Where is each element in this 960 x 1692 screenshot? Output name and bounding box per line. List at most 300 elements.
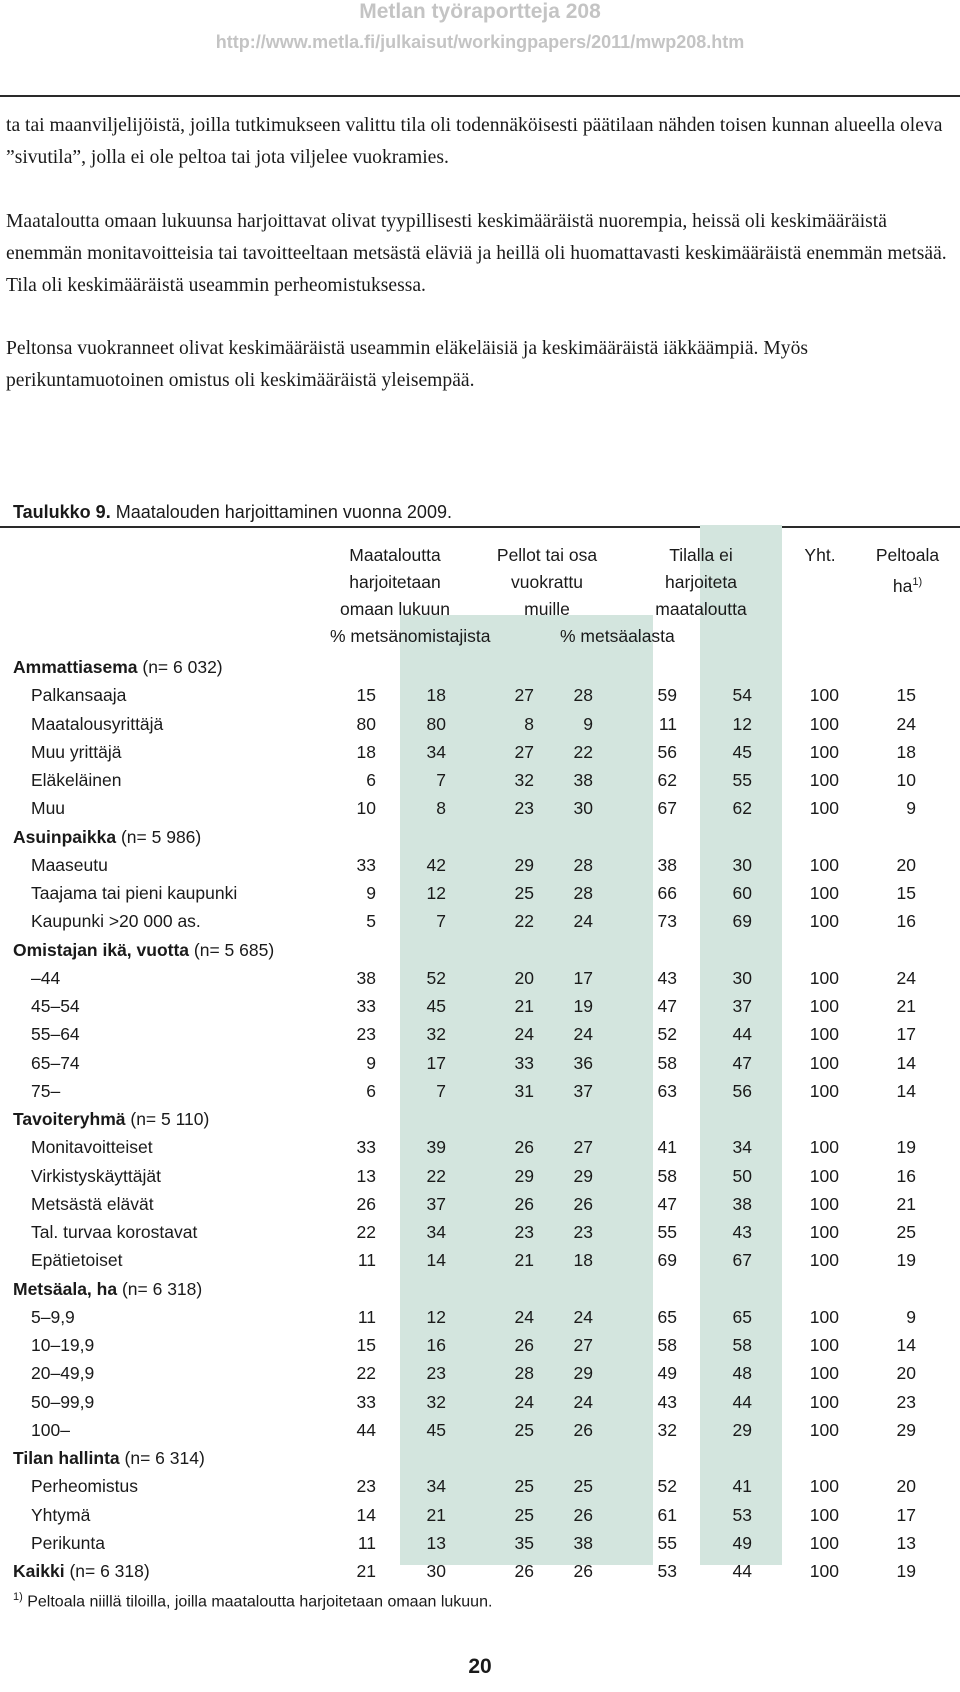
table-cell: 100 (809, 685, 839, 706)
table-cell: 100 (809, 1363, 839, 1384)
table-cell: 20 (896, 1476, 916, 1497)
table-row (0, 1077, 960, 1105)
table-row (0, 1303, 960, 1331)
row-label: Maaseutu (31, 854, 108, 875)
table-cell: 24 (573, 1391, 593, 1412)
table-cell: 21 (426, 1504, 446, 1525)
table-cell: 42 (426, 854, 446, 875)
table-cell: 9 (906, 798, 916, 819)
table-row (0, 1162, 960, 1190)
table-row (0, 1416, 960, 1444)
table-row (0, 992, 960, 1020)
table-group-row (0, 1275, 960, 1303)
table-caption-label: Taulukko 9. (13, 502, 111, 522)
table-cell: 6 (366, 1080, 376, 1101)
table-cell: 44 (356, 1419, 376, 1440)
table-cell: 80 (356, 713, 376, 734)
table-cell: 21 (356, 1561, 376, 1581)
table-cell: 34 (426, 741, 446, 762)
table-cell: 25 (514, 1504, 534, 1525)
table-cell: 15 (896, 883, 916, 903)
table-cell: 100 (809, 741, 839, 762)
table-cell: 69 (732, 911, 752, 932)
table-cell: 26 (573, 1419, 593, 1440)
col-head-no-farming-line-3: maataloutta (655, 599, 747, 619)
table-cell: 47 (732, 1052, 752, 1073)
table-row (0, 1529, 960, 1557)
table-cell: 12 (426, 883, 446, 903)
table-cell: 100 (809, 1532, 839, 1553)
table-cell: 24 (514, 1024, 534, 1045)
table-cell: 55 (657, 1222, 677, 1242)
col-head-own-farming-line-2: harjoitetaan (349, 572, 441, 592)
table-cell: 24 (896, 713, 916, 734)
paragraph-2: Maataloutta omaan lukuunsa harjoittavat olivat tyypillisesti keskimääräistä nuorempia, heissä oli keskimääräistä enemmän monitavoitteisia tai tavoitteeltaan metsästä eläviä ja heillä oli huomattavasti keskimääräistä enemmän metsää. Tila oli keskimääräistä useammin perheomistuksessa. (6, 211, 947, 296)
table-cell: 100 (809, 1193, 839, 1214)
table-cell: 25 (514, 883, 534, 903)
row-label: 55–64 (31, 1024, 80, 1045)
table-cell: 28 (573, 883, 593, 903)
table-row (0, 1190, 960, 1218)
table-cell: 38 (732, 1193, 752, 1214)
table-cell: 15 (896, 685, 916, 706)
table-cell: 28 (573, 685, 593, 706)
table-cell: 9 (906, 1306, 916, 1327)
table-cell: 100 (809, 1504, 839, 1525)
row-label: 5–9,9 (31, 1306, 75, 1327)
table-cell: 37 (426, 1193, 446, 1214)
table-cell: 100 (809, 1165, 839, 1186)
table-cell: 67 (657, 798, 677, 819)
table-cell: 8 (436, 798, 446, 819)
table-cell: 22 (514, 911, 534, 932)
table-cell: 44 (732, 1024, 752, 1045)
table-cell: 14 (896, 1080, 916, 1101)
table-cell: 100 (809, 1306, 839, 1327)
table-cell: 9 (583, 713, 593, 734)
table-row (0, 851, 960, 879)
table-cell: 11 (357, 1532, 376, 1553)
table-row (0, 1049, 960, 1077)
group-label (13, 1275, 202, 1303)
group-title: Kaikki (13, 1561, 65, 1581)
table-cell: 41 (657, 1137, 677, 1158)
table-group-row (0, 823, 960, 851)
table-cell: 15 (356, 685, 376, 706)
table-cell: 12 (426, 1306, 446, 1327)
col-head-no-farming-line-1: Tilalla ei (669, 545, 733, 565)
table-cell: 55 (657, 1532, 677, 1553)
col-head-field-area-line-2 (855, 569, 960, 600)
table-cell: 8 (524, 713, 534, 734)
table-cell: 7 (436, 770, 446, 790)
table-cell: 100 (809, 1052, 839, 1073)
table-row (0, 907, 960, 935)
table-cell: 69 (657, 1250, 677, 1271)
col-head-own-farming-line-1: Maataloutta (349, 545, 441, 565)
paragraph-1: ta tai maanviljelijöistä, joilla tutkimukseen valittu tila oli todennäköisesti päätilaan nähden toisen kunnan alueella oleva ”sivutila”, jolla ei ole peltoa tai jota viljelee vuokramies. (6, 115, 943, 168)
row-label: Yhtymä (31, 1504, 91, 1525)
table-row (0, 1133, 960, 1161)
table-cell: 23 (514, 1222, 534, 1242)
table-row (0, 681, 960, 709)
table-cell: 54 (732, 685, 752, 706)
col-head-own-farming-line-3: omaan lukuun (340, 599, 450, 619)
table-cell: 38 (657, 854, 677, 875)
table-cell: 38 (356, 967, 376, 988)
table-cell: 36 (573, 1052, 593, 1073)
table-cell: 17 (573, 967, 593, 988)
table-cell: 25 (514, 1419, 534, 1440)
table-cell: 56 (657, 741, 677, 762)
table-cell: 44 (732, 1561, 752, 1581)
col-head-total (790, 542, 850, 569)
table-cell: 58 (657, 1052, 677, 1073)
row-label: Tal. turvaa korostavat (31, 1222, 198, 1242)
group-label (13, 653, 223, 681)
col-head-leased-line-3: muille (524, 599, 570, 619)
group-count: (n= 5 986) (120, 826, 202, 847)
table-cell: 23 (356, 1476, 376, 1497)
group-title: Metsäala, ha (13, 1278, 118, 1299)
pct-area-label: % metsäalasta (560, 626, 675, 646)
table-cell: 29 (514, 1165, 534, 1186)
table-cell: 29 (573, 1165, 593, 1186)
table-cell: 20 (896, 854, 916, 875)
table-cell: 27 (514, 685, 534, 706)
table-cell: 11 (357, 1250, 376, 1271)
running-header-url: http://www.metla.fi/julkaisut/workingpapers/2011/mwp208.htm (215, 32, 745, 52)
table-cell: 67 (732, 1250, 752, 1271)
table-footnote (13, 1591, 492, 1611)
table-cell: 16 (896, 911, 916, 932)
col-head-leased (472, 542, 622, 623)
table-cell: 58 (732, 1335, 752, 1355)
row-label: 50–99,9 (31, 1391, 95, 1412)
table-cell: 9 (366, 883, 376, 903)
col-head-field-area-unit: ha (892, 575, 913, 596)
table-cell: 47 (657, 1193, 677, 1214)
group-count: (n= 6 314) (124, 1448, 205, 1468)
row-label: Kaupunki >20 000 as. (31, 911, 201, 932)
table-cell: 65 (732, 1306, 752, 1327)
table-total-row (0, 1557, 960, 1585)
table-cell: 26 (573, 1561, 593, 1581)
table-cell: 23 (356, 1024, 376, 1045)
col-head-leased-line-1: Pellot tai osa (496, 545, 598, 565)
table-cell: 32 (426, 1024, 446, 1045)
table-cell: 13 (356, 1165, 376, 1186)
table-cell: 30 (573, 798, 593, 819)
col-head-leased-line-2: vuokrattu (511, 572, 583, 592)
table-cell: 22 (356, 1222, 376, 1242)
table-cell: 62 (657, 770, 677, 790)
table-cell: 33 (514, 1052, 534, 1073)
table-row (0, 1246, 960, 1274)
col-head-no-farming-line-2: harjoiteta (665, 572, 737, 592)
row-label: 45–54 (31, 996, 80, 1016)
table-cell: 59 (657, 685, 677, 706)
pct-owners-label: % metsänomistajista (330, 626, 491, 646)
table-cell: 21 (896, 1193, 916, 1214)
table-row (0, 1388, 960, 1416)
table-cell: 17 (896, 1504, 916, 1525)
table-cell: 23 (573, 1222, 593, 1242)
col-head-field-area-line-1: Peltoala (875, 545, 940, 565)
table-cell: 10 (896, 770, 916, 790)
row-label: Eläkeläinen (31, 770, 122, 790)
table-cell: 29 (573, 1363, 593, 1384)
row-label: –44 (31, 967, 61, 988)
table-cell: 18 (356, 741, 376, 762)
table-cell: 58 (657, 1165, 677, 1186)
table-cell: 52 (657, 1024, 677, 1045)
table-cell: 23 (514, 798, 534, 819)
table-cell: 27 (514, 741, 534, 762)
row-label: Maatalousyrittäjä (31, 713, 164, 734)
table-row (0, 794, 960, 822)
table-cell: 44 (732, 1391, 752, 1412)
table-cell: 41 (732, 1476, 752, 1497)
table-cell: 100 (809, 798, 839, 819)
table-cell: 32 (657, 1419, 677, 1440)
table-row (0, 738, 960, 766)
table-cell: 45 (732, 741, 752, 762)
table-cell: 11 (658, 713, 677, 734)
table-cell: 33 (356, 1391, 376, 1412)
table-group-row (0, 653, 960, 681)
table-cell: 26 (514, 1137, 534, 1158)
table-cell: 26 (514, 1335, 534, 1355)
table-cell: 100 (809, 1476, 839, 1497)
table-cell: 33 (356, 854, 376, 875)
row-label: Muu yrittäjä (31, 741, 122, 762)
table-cell: 38 (573, 770, 593, 790)
table-cell: 28 (514, 1363, 534, 1384)
group-count: (n= 5 110) (130, 1109, 210, 1129)
table-cell: 17 (426, 1052, 446, 1073)
table-cell: 25 (573, 1476, 593, 1497)
table-row (0, 1501, 960, 1529)
table-cell: 24 (573, 1306, 593, 1327)
table-cell: 23 (896, 1391, 916, 1412)
row-label: Epätietoiset (31, 1250, 123, 1271)
table-cell: 32 (426, 1391, 446, 1412)
table-cell: 18 (426, 685, 446, 706)
table-cell: 30 (732, 854, 752, 875)
header-rule (0, 95, 960, 97)
table-cell: 100 (809, 1561, 839, 1581)
table-cell: 38 (573, 1532, 593, 1553)
table-cell: 19 (896, 1137, 916, 1158)
table-cell: 26 (356, 1193, 376, 1214)
table-cell: 65 (657, 1306, 677, 1327)
table-cell: 100 (809, 996, 839, 1016)
table-cell: 19 (896, 1561, 916, 1581)
col-head-total-line-1: Yht. (804, 545, 836, 565)
table-top-rule (0, 526, 960, 528)
col-head-no-farming (626, 542, 776, 623)
table-row (0, 710, 960, 738)
row-label: Muu (31, 798, 66, 819)
table-cell: 14 (896, 1335, 916, 1355)
group-title: Omistajan ikä, vuotta (13, 939, 190, 960)
row-label: Palkansaaja (31, 685, 127, 706)
table-cell: 5 (366, 911, 376, 932)
table-cell: 11 (357, 1306, 376, 1327)
page-number: 20 (468, 1655, 492, 1678)
table-row (0, 879, 960, 907)
table-cell: 73 (657, 911, 677, 932)
table-cell: 53 (657, 1561, 677, 1581)
row-label: 65–74 (31, 1052, 80, 1073)
table-cell: 47 (657, 996, 677, 1016)
table-row (0, 1218, 960, 1246)
table-cell: 100 (809, 1419, 839, 1440)
table-cell: 66 (657, 883, 677, 903)
table-cell: 16 (426, 1335, 446, 1355)
table-cell: 13 (896, 1532, 916, 1553)
table-cell: 34 (426, 1222, 446, 1242)
table-cell: 61 (657, 1504, 677, 1525)
col-head-own-farming (320, 542, 470, 623)
table-cell: 100 (809, 1222, 839, 1242)
table-cell: 18 (573, 1250, 593, 1271)
table-row (0, 766, 960, 794)
table-cell: 24 (514, 1306, 534, 1327)
table-cell: 21 (514, 1250, 534, 1271)
data-table (0, 525, 960, 1581)
row-label: Perikunta (31, 1532, 105, 1553)
table-cell: 56 (732, 1080, 752, 1101)
table-cell: 16 (896, 1165, 916, 1186)
table-cell: 33 (356, 996, 376, 1016)
table-cell: 19 (573, 996, 593, 1016)
table-cell: 100 (809, 1335, 839, 1355)
col-head-field-area-footnote-mark: 1) (912, 576, 923, 588)
row-label: 10–19,9 (31, 1335, 95, 1355)
table-cell: 15 (356, 1335, 376, 1355)
table-cell: 14 (356, 1504, 376, 1525)
table-cell: 32 (514, 770, 534, 790)
table-cell: 48 (732, 1363, 752, 1384)
table-cell: 6 (366, 770, 376, 790)
table-cell: 14 (896, 1052, 916, 1073)
table-cell: 60 (732, 883, 752, 903)
table-cell: 33 (356, 1137, 376, 1158)
table-cell: 10 (356, 798, 376, 819)
row-label: Monitavoitteiset (31, 1137, 153, 1158)
table-cell: 100 (809, 1080, 839, 1101)
table-cell: 45 (426, 1419, 446, 1440)
table-cell: 26 (514, 1193, 534, 1214)
table-group-row (0, 1444, 960, 1472)
table-cell: 80 (426, 713, 446, 734)
row-label: 100– (31, 1419, 70, 1440)
table-cell: 22 (426, 1165, 446, 1186)
table-row (0, 1331, 960, 1359)
table-cell: 21 (514, 996, 534, 1016)
col-head-field-area (855, 542, 960, 600)
table-group-row (0, 1105, 960, 1133)
table-cell: 58 (657, 1335, 677, 1355)
table-cell: 100 (809, 1391, 839, 1412)
running-header-title: Metlan työraportteja 208 (359, 0, 601, 23)
table-cell: 7 (436, 1080, 446, 1101)
table-cell: 19 (896, 1250, 916, 1271)
table-cell: 34 (426, 1476, 446, 1497)
table-cell: 52 (426, 967, 446, 988)
table-cell: 9 (366, 1052, 376, 1073)
group-title: Tilan hallinta (13, 1448, 120, 1468)
table-cell: 21 (896, 996, 916, 1016)
table-cell: 29 (896, 1419, 916, 1440)
table-cell: 100 (809, 713, 839, 734)
table-cell: 20 (514, 967, 534, 988)
table-cell: 62 (732, 798, 752, 819)
table-cell: 39 (426, 1137, 446, 1158)
row-label: Metsästä elävät (31, 1193, 154, 1214)
paragraph-3: Peltonsa vuokranneet olivat keskimääräistä useammin eläkeläisiä ja keskimääräistä iäkkäämpiä. Myös perikuntamuotoinen omistus oli keskimääräistä yleisempää. (6, 338, 808, 391)
table-cell: 27 (573, 1137, 593, 1158)
table-cell: 24 (573, 1024, 593, 1045)
table-cell: 30 (426, 1561, 446, 1581)
row-label: Perheomistus (31, 1476, 138, 1497)
row-label: 75– (31, 1080, 61, 1101)
table-cell: 26 (514, 1561, 534, 1581)
table-cell: 18 (896, 741, 916, 762)
table-cell: 20 (896, 1363, 916, 1384)
row-label: Virkistyskäyttäjät (31, 1165, 161, 1186)
group-count: (n= 6 318) (69, 1561, 150, 1581)
table-cell: 100 (809, 770, 839, 790)
table-cell: 100 (809, 1250, 839, 1271)
table-cell: 100 (809, 967, 839, 988)
table-cell: 52 (657, 1476, 677, 1497)
table-cell: 24 (573, 911, 593, 932)
table-cell: 27 (573, 1335, 593, 1355)
table-cell: 17 (896, 1024, 916, 1045)
table-cell: 12 (732, 713, 752, 734)
table-row (0, 1020, 960, 1048)
table-cell: 50 (732, 1165, 752, 1186)
group-label (13, 1557, 150, 1585)
table-row (0, 1472, 960, 1500)
table-cell: 100 (809, 911, 839, 932)
table-cell: 34 (732, 1137, 752, 1158)
table-cell: 23 (426, 1363, 446, 1384)
table-cell: 49 (657, 1363, 677, 1384)
table-cell: 31 (514, 1080, 534, 1101)
table-cell: 43 (657, 967, 677, 988)
table-cell: 55 (732, 770, 752, 790)
table-cell: 63 (657, 1080, 677, 1101)
table-cell: 100 (809, 883, 839, 903)
group-count: (n= 6 032) (142, 657, 223, 677)
group-title: Asuinpaikka (13, 826, 117, 847)
table-cell: 35 (514, 1532, 534, 1553)
table-cell: 22 (356, 1363, 376, 1384)
table-cell: 29 (514, 854, 534, 875)
table-caption-text: Maatalouden harjoittaminen vuonna 2009. (115, 502, 452, 522)
table-cell: 100 (809, 854, 839, 875)
table-cell: 14 (426, 1250, 446, 1271)
table-cell: 43 (732, 1222, 752, 1242)
row-label: Taajama tai pieni kaupunki (31, 883, 238, 903)
group-count: (n= 5 685) (193, 939, 275, 960)
table-cell: 13 (426, 1532, 446, 1553)
table-caption (13, 502, 452, 523)
